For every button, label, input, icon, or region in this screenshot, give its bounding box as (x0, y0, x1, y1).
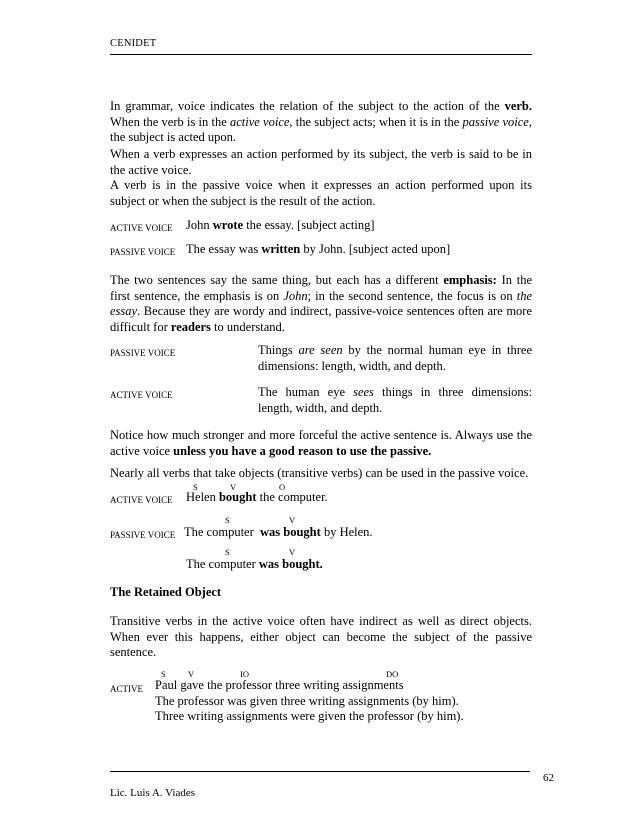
section-heading: The Retained Object (110, 585, 222, 599)
header-rule (110, 54, 532, 55)
text-run: by John. [subject acted upon] (300, 242, 451, 256)
example3-passive-short (186, 557, 323, 572)
text-run-bold: written (261, 242, 301, 256)
passive-definition: A verb is in the passive voice when it expresses an action performed upon its subject or when the subject is the result of the action. (110, 178, 532, 208)
text-run: The computer (186, 557, 259, 571)
footer-author: Lic. Luis A. Viades (110, 787, 195, 799)
active-definition: When a verb expresses an action performed by its subject, the verb is said to be in the active voice. (110, 147, 532, 177)
text-run: The essay was (186, 242, 262, 256)
text-run: ; in the second sentence, the focus is on (307, 288, 517, 303)
text-run-bold: was bought. (258, 557, 323, 571)
marker-direct-object: DO (386, 669, 399, 679)
text-run: things in three dimensions: length, width, and depth. (258, 385, 532, 415)
text-run: When the verb is in the (110, 114, 230, 129)
example2-passive-sentence (258, 343, 532, 374)
text-run: , the subject is acted upon. (110, 114, 532, 145)
text-run: Notice how much stronger and more forceful the active sentence is. Always use the active voice (110, 428, 532, 458)
retained-line-3: Three writing assignments were given the professor (by him). (155, 709, 464, 723)
marker-verb: V (289, 515, 296, 525)
example-passive-sentence (186, 242, 450, 257)
notice-paragraph (110, 428, 532, 459)
text-run: . Because they are wordy and indirect, passive-voice sentences often are more difficult for (110, 304, 532, 334)
text-run: In the first sentence, the emphasis is on (110, 273, 533, 303)
marker-indirect-object: IO (240, 669, 249, 679)
example3-label-active: ACTIVE VOICE (110, 495, 173, 505)
text-run: by Helen. (320, 525, 373, 539)
example2-active-sentence (258, 385, 532, 416)
marker-verb: V (188, 669, 195, 679)
text-run-bold: wrote (212, 218, 244, 232)
text-run-italic: passive voice (462, 114, 529, 129)
text-run-bold: unless you have a good reason to use the passive. (173, 443, 432, 458)
retained-label-active: ACTIVE (110, 684, 143, 694)
retained-line-2: The professor was given three writing assignments (by him). (155, 694, 459, 708)
text-run: John (186, 218, 213, 232)
text-run: The computer (184, 525, 261, 539)
text-run: to understand. (210, 319, 285, 334)
example3-active-sentence (186, 490, 328, 505)
emphasis-paragraph (110, 273, 532, 335)
example-label-active: ACTIVE VOICE (110, 223, 173, 233)
text-run-bold: verb. (504, 99, 532, 113)
marker-subject: S (193, 482, 198, 492)
text-run: In grammar, voice indicates the relation of the subject to the action of the (110, 99, 505, 113)
marker-verb: V (289, 547, 296, 557)
marker-subject: S (161, 669, 166, 679)
page-number: 62 (543, 772, 554, 784)
text-run: Helen (186, 490, 219, 504)
example-active-sentence (186, 218, 375, 233)
example3-passive-sentence (184, 525, 373, 540)
text-run-bold: emphasis: (443, 273, 497, 287)
text-run-bold: readers (170, 319, 211, 334)
text-run: , the subject acts; when it is in the (289, 114, 463, 129)
text-run-italic: are seen (298, 343, 343, 357)
text-run-italic: the essay (110, 288, 532, 319)
text-run: The two sentences say the same thing, but each has a different (110, 273, 444, 287)
example-label-passive: PASSIVE VOICE (110, 247, 176, 257)
page-header: CENIDET (110, 38, 157, 49)
example3-label-passive: PASSIVE VOICE (110, 530, 176, 540)
marker-verb: V (230, 482, 237, 492)
retained-line-1: Paul gave the professor three writing assignments (155, 678, 404, 692)
retained-paragraph: Transitive verbs in the active voice often have indirect as well as direct objects. When ever this happens, either object can become the subject of the passive sentence. (110, 614, 532, 660)
example2-label-active: ACTIVE VOICE (110, 390, 173, 400)
text-run: The human eye (258, 385, 354, 399)
text-run: Things (258, 343, 299, 357)
example2-label-passive: PASSIVE VOICE (110, 348, 176, 358)
marker-subject: S (225, 515, 230, 525)
intro-paragraph (110, 99, 532, 146)
text-run: by the normal human eye in three dimensions: length, width, and depth. (258, 343, 533, 373)
text-run-bold: was bought (260, 525, 321, 539)
text-run-italic: sees (353, 385, 374, 399)
marker-subject: S (225, 547, 230, 557)
text-run-bold: bought (218, 490, 257, 504)
footer-rule (110, 771, 530, 772)
text-run: the computer. (256, 490, 328, 504)
transitive-note: Nearly all verbs that take objects (transitive verbs) can be used in the passive voice. (110, 466, 529, 480)
text-run: the essay. [subject acting] (243, 218, 375, 232)
text-run-italic: John (283, 288, 308, 303)
marker-object: O (279, 482, 286, 492)
text-run-italic: active voice (229, 114, 290, 129)
